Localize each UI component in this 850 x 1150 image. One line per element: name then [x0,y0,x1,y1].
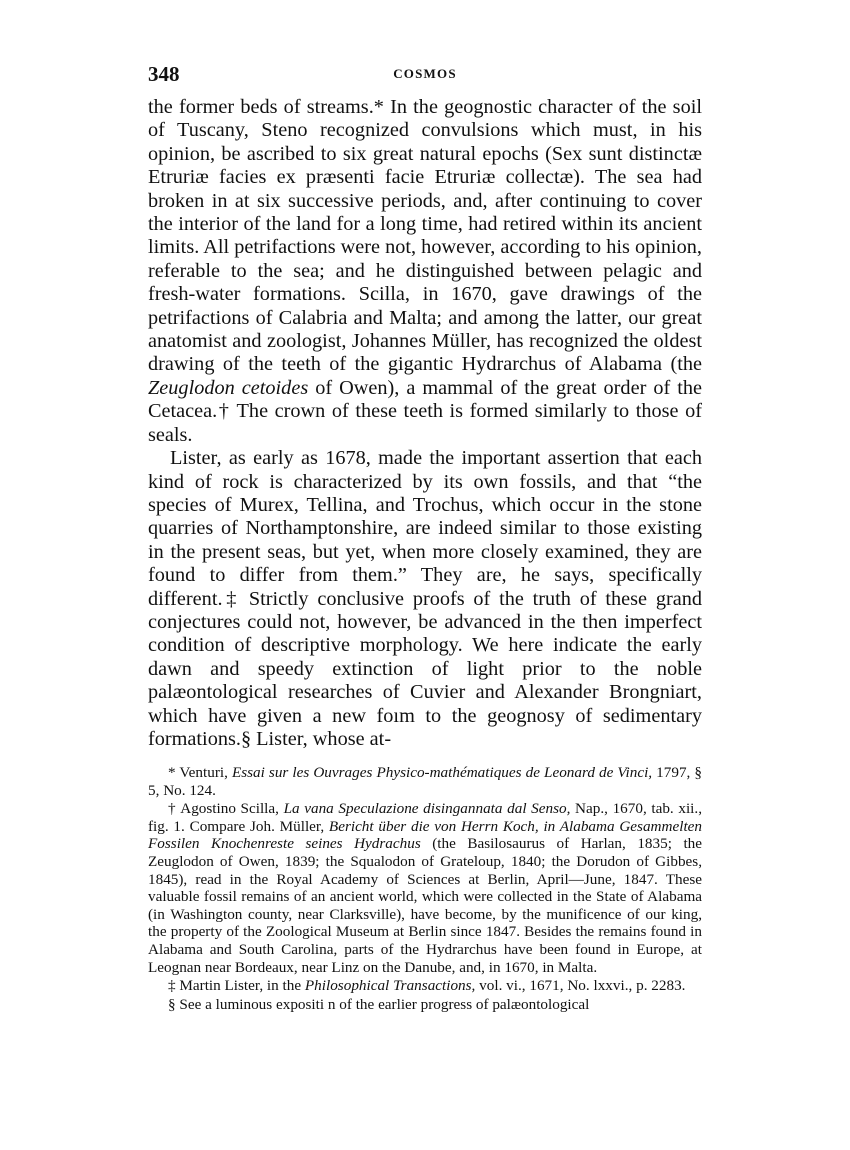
body-paragraph-1 [148,96,702,447]
footnote-italic: Bericht über die von Herrn Koch, in Alabama Gesammelten Fossilen Knochenreste seines Hydrachus [148,817,702,853]
footnote-text: ‡ Martin Lister, in the [168,977,305,995]
footnote-italic: Essai sur les Ouvrages Physico-mathématiques de Leonard de Vinci, [231,764,653,781]
footnote-text: 1797, § 5, No. 124. [148,764,703,799]
footnotes [148,764,702,1014]
italic-species-name: Zeuglodon cetoides [148,376,309,399]
footnote-text: Nap., 1670, tab. xii., fig. 1. Compare Joh. Müller, [148,800,702,835]
footnote-1 [148,764,702,799]
footnote-3 [148,977,702,995]
footnote-italic: La vana Speculazione disingannata dal Senso, [283,800,571,818]
footnote-text: vol. vi., 1671, No. lxxvi., p. 2283. [475,977,686,995]
footnote-text: * Venturi, [168,764,232,781]
main-text [148,96,702,751]
page-header [148,62,702,88]
footnote-2 [148,800,702,976]
body-text-span: the former beds of streams.* In the geognostic character of the soil of Tuscany, Steno recognized convulsions which must, in his opinion, be ascribed to six great natural epochs (Sex sunt distinctæ Etruriæ facies ex præsenti facie Etruriæ collectæ). The sea had broken in at six successive periods, and, after continuing to cover the interior of the land for a long time, had retired within its ancient limits. All petrifactions were not, however, according to his opinion, referable to the sea; and he distinguished between pelagic and fresh-water formations. Scilla, in 1670, gave drawings of the petrifactions of Calabria and Malta; and among the latter, our great anatomist and zoologist, Johannes Müller, has recognized the oldest drawing of the teeth of the gigantic Hydrarchus of Alabama (the [148,96,702,376]
footnote-text: (the Basilosaurus of Harlan, 1835; the Zeuglodon of Owen, 1839; the Squalodon of Grateloup, 1840; the Dorudon of Gibbes, 1845), read in the Royal Academy of Sciences at Berlin, April—June, 1847. These valuable fossil remains of an ancient world, which were collected in the State of Alabama (in Washington county, near Clarksville), have become, by the munificence of our king, the property of the Zoological Museum at Berlin since 1847. Besides the remains found in Alabama and South Carolina, parts of the Hydrarchus have been found in Europe, at Leognan near Bordeaux, near Linz on the Danube, and, in 1670, in Malta. [148,835,702,976]
body-paragraph-2: Lister, as early as 1678, made the important assertion that each kind of rock is characterized by its own fossils, and that “the species of Murex, Tellina, and Trochus, which occur in the stone quarries of Northamptonshire, are indeed similar to those existing in the present seas, but yet, when more closely examined, they are found to differ from them.” They are, he says, specifically different.‡ Strictly conclusive proofs of the truth of these grand conjectures could not, however, be advanced in the then imperfect condition of descriptive morphology. We here indicate the early dawn and speedy extinction of light prior to the noble palæontological researches of Cuvier and Alexander Brongniart, which have given a new foım to the geognosy of sedimentary formations.§ Lister, whose at- [148,447,702,750]
body-text-span: of Owen), a mammal of the great order of the Cetacea.† The crown of these teeth is formed similarly to those of seals. [148,376,702,446]
footnote-italic: Philosophical Transactions, [304,977,476,995]
page-number: 348 [148,62,180,86]
footnote-4: § See a luminous expositi n of the earlier progress of palæontological [168,995,590,1013]
running-title: COSMOS [393,66,457,81]
footnote-text: † Agostino Scilla, [168,800,284,818]
